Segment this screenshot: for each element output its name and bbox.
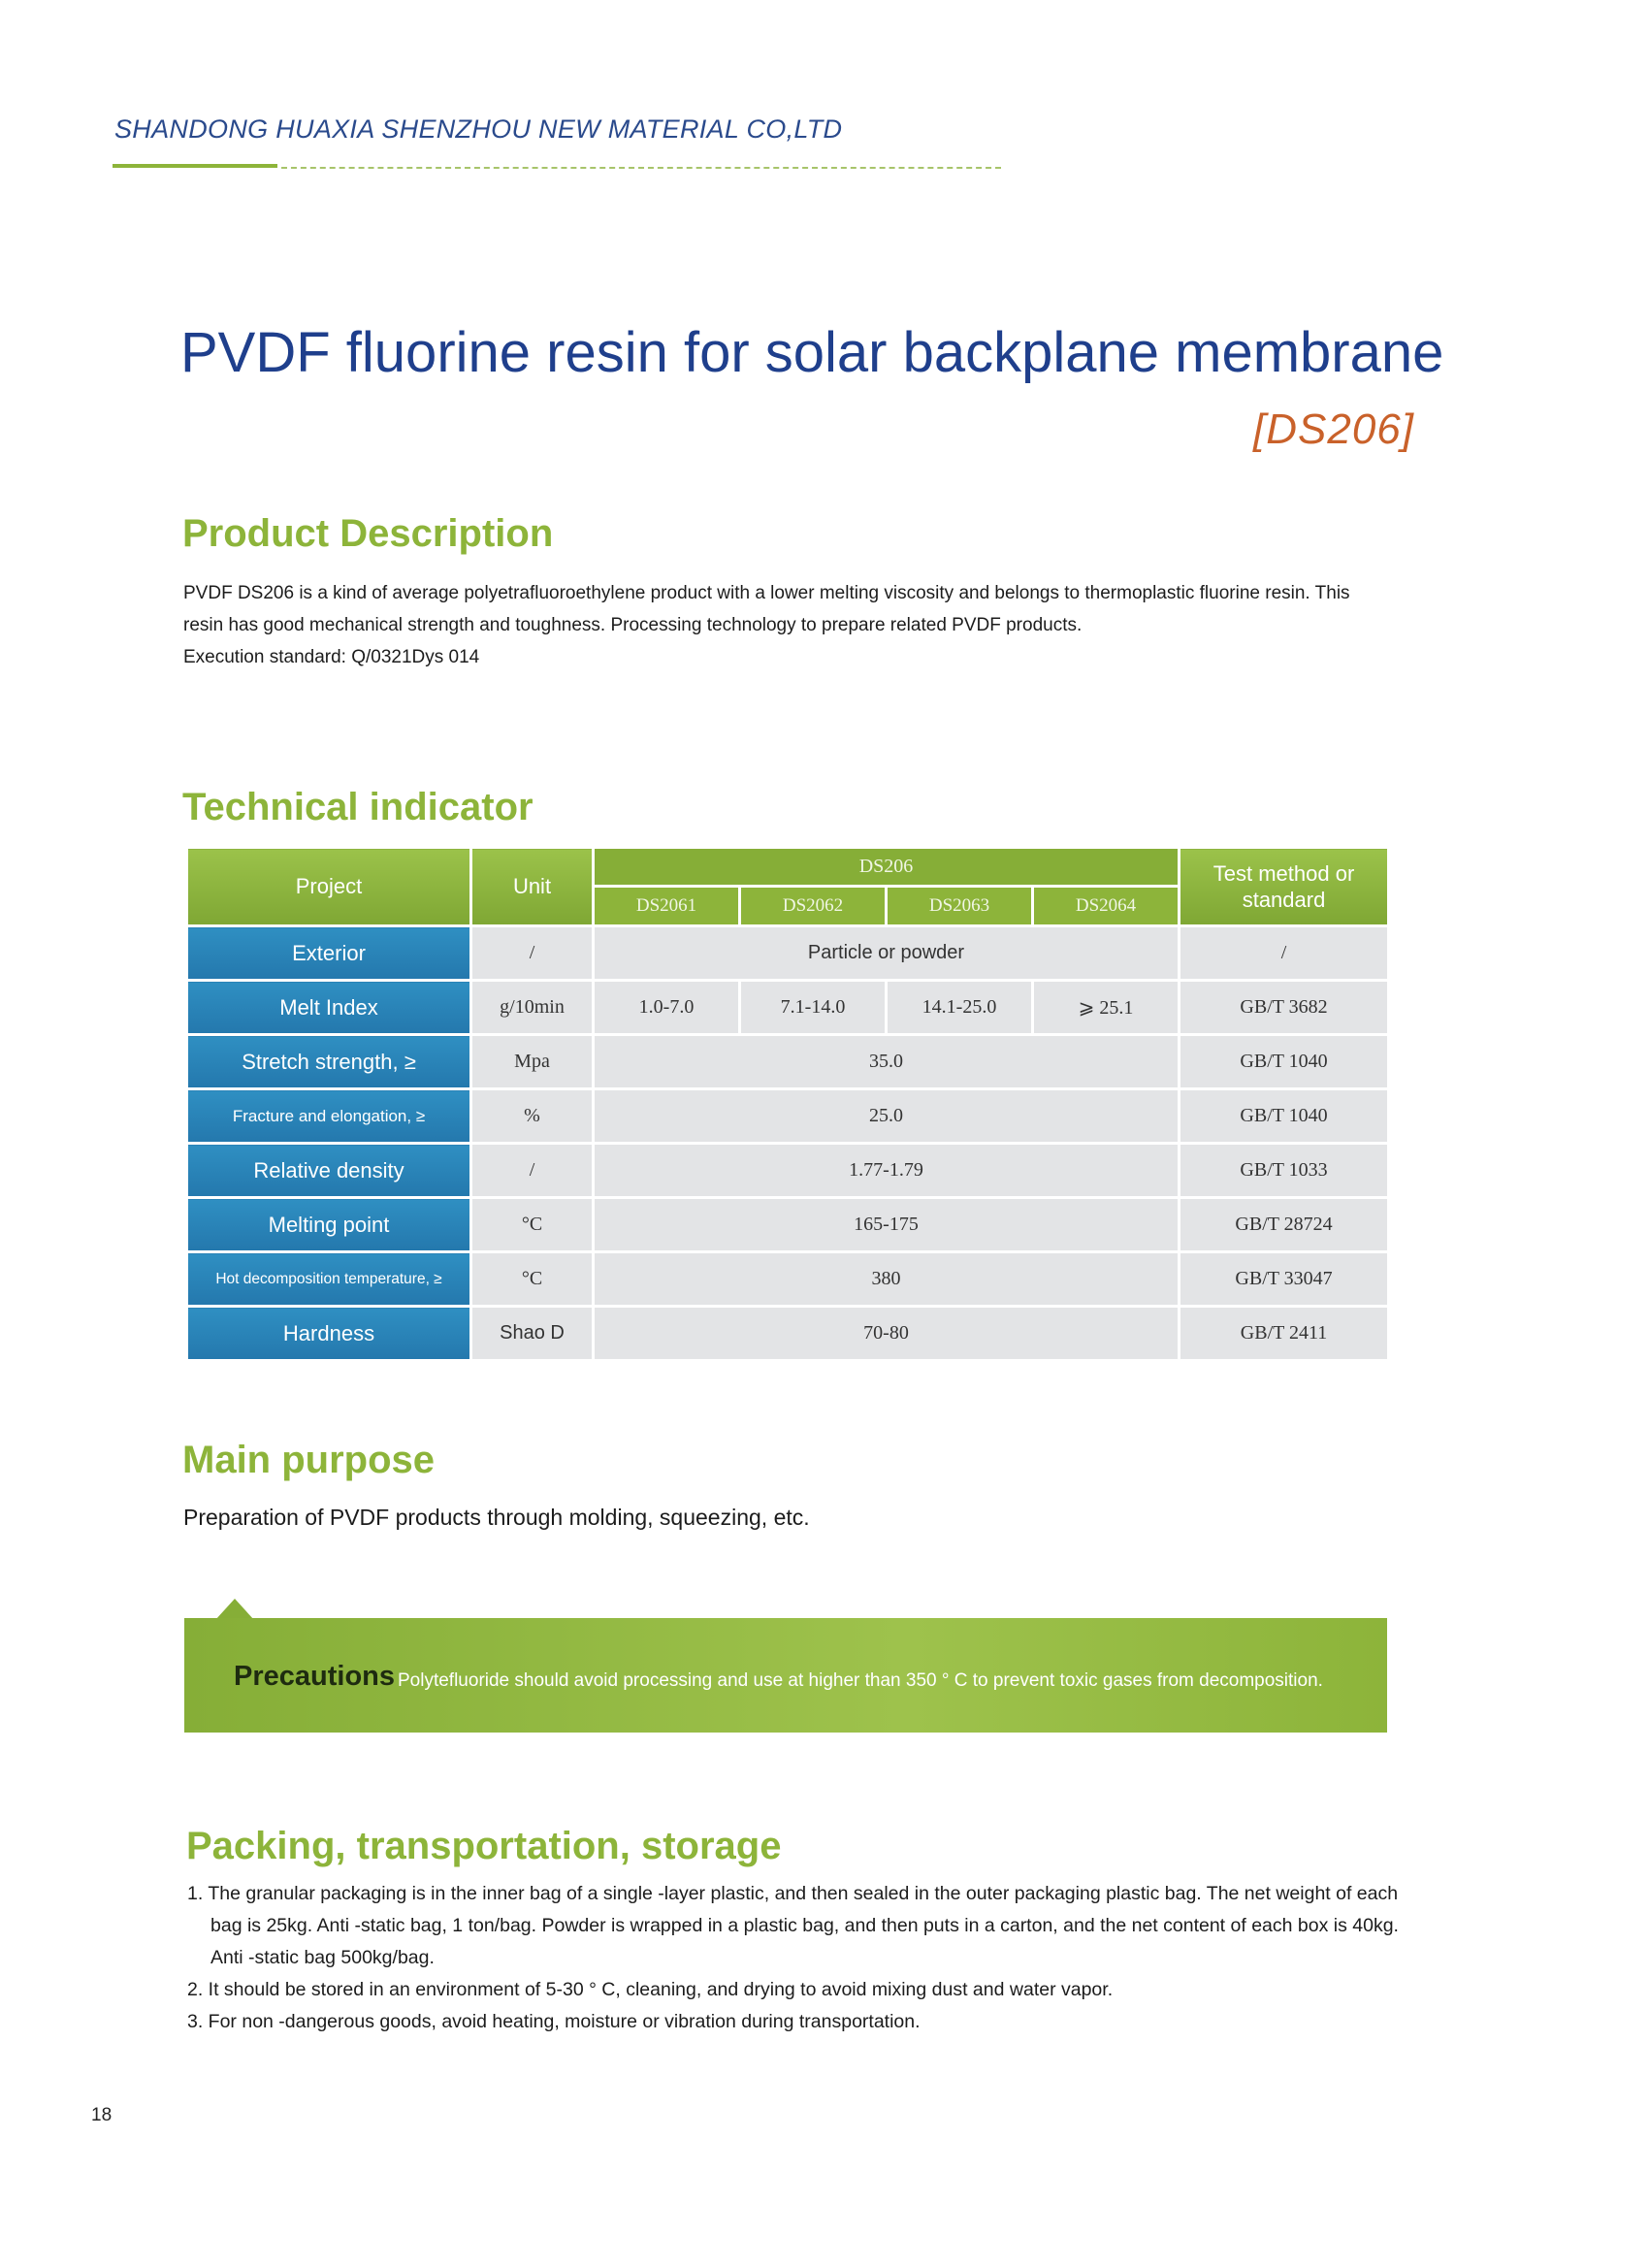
row-unit: % bbox=[471, 1089, 594, 1144]
main-purpose-text: Preparation of PVDF products through molding, squeezing, etc. bbox=[183, 1505, 810, 1530]
row-unit: Mpa bbox=[471, 1035, 594, 1089]
row-project: Fracture and elongation, ≥ bbox=[187, 1089, 471, 1144]
header-rule-dashed bbox=[281, 167, 1001, 169]
list-item: 3. For non -dangerous goods, avoid heating, moisture or vibration during transportation. bbox=[187, 2011, 921, 2032]
row-project: Exterior bbox=[187, 926, 471, 981]
page-number: 18 bbox=[91, 2105, 113, 2125]
company-name: SHANDONG HUAXIA SHENZHOU NEW MATERIAL CO,LTD bbox=[114, 114, 843, 144]
row-project: Relative density bbox=[187, 1144, 471, 1198]
table-row bbox=[187, 1198, 1389, 1252]
list-item: 2. It should be stored in an environment of 5-30 ° C, cleaning, and drying to avoid mixing dust and water vapor. bbox=[187, 1979, 1114, 2000]
row-project: Melt Index bbox=[187, 981, 471, 1035]
main-purpose-heading: Main purpose bbox=[182, 1439, 436, 1481]
row-value: 70-80 bbox=[594, 1307, 1180, 1361]
row-value: ⩾ 25.1 bbox=[1033, 981, 1180, 1035]
row-value: 14.1-25.0 bbox=[887, 981, 1033, 1035]
row-value: 165-175 bbox=[594, 1198, 1180, 1252]
table-row bbox=[187, 926, 1389, 981]
model-code: [DS206] bbox=[1253, 405, 1414, 453]
row-project: Hot decomposition temperature, ≥ bbox=[187, 1252, 471, 1307]
table-row bbox=[187, 1089, 1389, 1144]
header-project: Project bbox=[187, 848, 471, 926]
row-unit: °C bbox=[471, 1252, 594, 1307]
row-value: 380 bbox=[594, 1252, 1180, 1307]
row-unit: Shao D bbox=[471, 1307, 594, 1361]
product-description-heading: Product Description bbox=[182, 512, 554, 555]
row-value: 25.0 bbox=[594, 1089, 1180, 1144]
row-unit: / bbox=[471, 926, 594, 981]
row-project: Melting point bbox=[187, 1198, 471, 1252]
row-method: GB/T 1040 bbox=[1180, 1089, 1389, 1144]
table-row bbox=[187, 1307, 1389, 1361]
header-ds206-group: DS206 bbox=[594, 848, 1180, 887]
row-method: GB/T 2411 bbox=[1180, 1307, 1389, 1361]
row-project: Stretch strength, ≥ bbox=[187, 1035, 471, 1089]
row-method: GB/T 1033 bbox=[1180, 1144, 1389, 1198]
table-row bbox=[187, 1035, 1389, 1089]
row-value: 35.0 bbox=[594, 1035, 1180, 1089]
table-row bbox=[187, 1252, 1389, 1307]
row-unit: g/10min bbox=[471, 981, 594, 1035]
header-unit: Unit bbox=[471, 848, 594, 926]
technical-indicator-table bbox=[185, 846, 1390, 1362]
header-grade: DS2062 bbox=[740, 887, 887, 926]
description-line: Execution standard: Q/0321Dys 014 bbox=[183, 647, 480, 667]
row-value: 1.0-7.0 bbox=[594, 981, 740, 1035]
header-grade: DS2064 bbox=[1033, 887, 1180, 926]
table-row bbox=[187, 981, 1389, 1035]
description-line: resin has good mechanical strength and toughness. Processing technology to prepare related PVDF products. bbox=[183, 615, 1083, 635]
row-method: GB/T 28724 bbox=[1180, 1198, 1389, 1252]
precautions-notch bbox=[215, 1599, 254, 1620]
page-title: PVDF fluorine resin for solar backplane membrane bbox=[180, 321, 1444, 384]
row-project: Hardness bbox=[187, 1307, 471, 1361]
table-row bbox=[187, 1144, 1389, 1198]
description-line: PVDF DS206 is a kind of average polyetrafluoroethylene product with a lower melting viscosity and belongs to thermoplastic fluorine resin. This bbox=[183, 583, 1350, 603]
precautions-text: Polytefluoride should avoid processing and use at higher than 350 ° C to prevent toxic gases from decomposition. bbox=[398, 1670, 1323, 1691]
list-item: 1. The granular packaging is in the inner bag of a single -layer plastic, and then sealed in the outer packaging plastic bag. The net weight of each bag is 25kg. Anti -static bag, 1 ton/bag. Powder is wrapped in a plastic bag, and then puts in a carton, and the net content of each box is 40kg. Anti -static bag 500kg/bag. bbox=[187, 1883, 1399, 1968]
header-rule-solid bbox=[113, 164, 277, 168]
row-value: 7.1-14.0 bbox=[740, 981, 887, 1035]
technical-indicator-heading: Technical indicator bbox=[182, 786, 534, 828]
header-grade: DS2061 bbox=[594, 887, 740, 926]
product-description-text bbox=[183, 577, 1444, 673]
row-method: GB/T 1040 bbox=[1180, 1035, 1389, 1089]
row-unit: °C bbox=[471, 1198, 594, 1252]
row-method: GB/T 3682 bbox=[1180, 981, 1389, 1035]
row-method: GB/T 33047 bbox=[1180, 1252, 1389, 1307]
row-unit: / bbox=[471, 1144, 594, 1198]
row-method: / bbox=[1180, 926, 1389, 981]
packing-list bbox=[187, 1878, 1409, 2038]
header-grade: DS2063 bbox=[887, 887, 1033, 926]
header-test-method: Test method or standard bbox=[1180, 848, 1389, 926]
row-value: 1.77-1.79 bbox=[594, 1144, 1180, 1198]
row-value: Particle or powder bbox=[594, 926, 1180, 981]
precautions-label: Precautions bbox=[234, 1661, 395, 1692]
packing-heading: Packing, transportation, storage bbox=[186, 1825, 782, 1867]
